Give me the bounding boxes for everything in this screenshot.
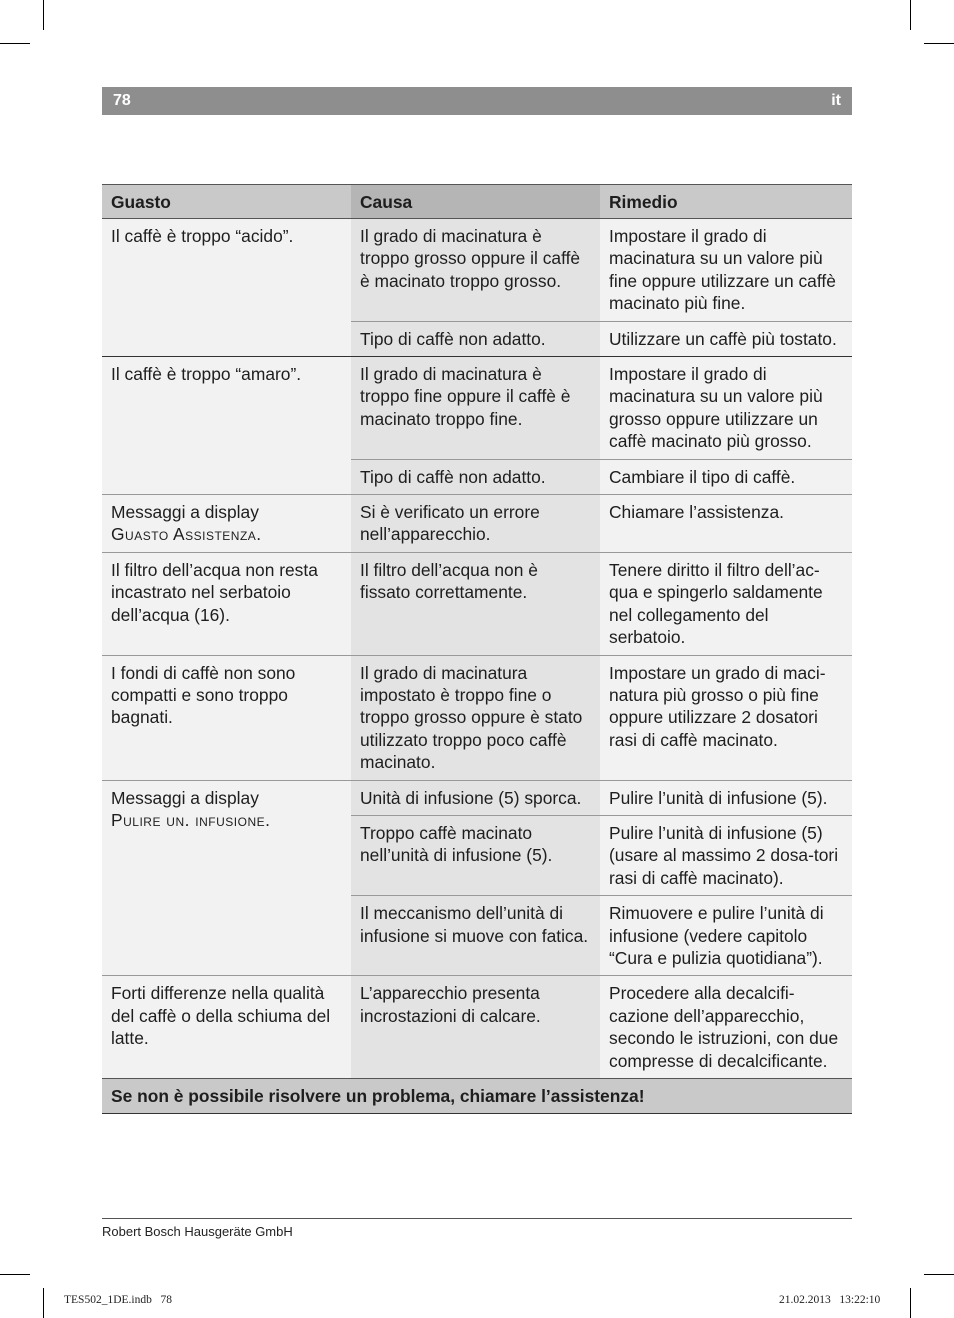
- table-row: [102, 976, 852, 1079]
- crop-mark: [43, 0, 44, 30]
- cause-cell: Il grado di macinatura è troppo fine oppure il caffè è macinato troppo fine.: [351, 357, 600, 460]
- table-row: [102, 780, 852, 815]
- table-row: [102, 357, 852, 460]
- fault-cell: [102, 780, 351, 976]
- fault-cell: Il caffè è troppo “acido”.: [102, 219, 351, 357]
- footer-divider: [102, 1218, 852, 1219]
- cause-cell: L’apparecchio presenta incrostazioni di calcare.: [351, 976, 600, 1079]
- remedy-cell: Chiamare l’assistenza.: [600, 495, 852, 553]
- cause-cell: Tipo di caffè non adatto.: [351, 321, 600, 356]
- remedy-cell: Pulire l’unità di infusione (5) (usare al massimo 2 dosa-tori rasi di caffè macinato).: [600, 815, 852, 895]
- crop-mark: [0, 1274, 30, 1275]
- remedy-cell: Rimuovere e pulire l’unità di infusione (vedere capitolo “Cura e pulizia quotidiana”).: [600, 896, 852, 976]
- fault-text: Messaggi a display: [111, 502, 259, 523]
- cause-cell: Troppo caffè macinato nell’unità di infusione (5).: [351, 815, 600, 895]
- display-message: Guasto Assistenza.: [111, 524, 262, 545]
- language-code: it: [831, 92, 841, 109]
- crop-mark: [910, 0, 911, 30]
- remedy-cell: Utilizzare un caffè più tostato.: [600, 321, 852, 356]
- column-header-cause: Causa: [351, 185, 600, 219]
- cause-cell: Tipo di caffè non adatto.: [351, 459, 600, 494]
- remedy-cell: Impostare il grado di macinatura su un valore più fine oppure utilizzare un caffè macinato più fine.: [600, 219, 852, 322]
- display-message: Pulire un. infusione.: [111, 809, 271, 830]
- fault-text: Messaggi a display: [111, 787, 259, 808]
- table-row: [102, 495, 852, 553]
- fault-cell: [102, 495, 351, 553]
- table-row: [102, 655, 852, 780]
- remedy-cell: Impostare un grado di maci-natura più grosso o più fine oppure utilizzare 2 dosatori rasi di caffè macinato.: [600, 655, 852, 780]
- remedy-cell: Procedere alla decalcifi-cazione dell’apparecchio, secondo le istruzioni, con due compresse di decalcificante.: [600, 976, 852, 1079]
- page-header-bar: [102, 87, 852, 115]
- assistance-note: Se non è possibile risolvere un problema, chiamare l’assistenza!: [102, 1079, 852, 1114]
- fault-cell: Il filtro dell’acqua non resta incastrato nel serbatoio dell’acqua (16).: [102, 552, 351, 655]
- table-row: [102, 219, 852, 322]
- company-name: Robert Bosch Hausgeräte GmbH: [102, 1224, 293, 1239]
- cause-cell: Il grado di macinatura è troppo grosso oppure il caffè è macinato troppo grosso.: [351, 219, 600, 322]
- crop-mark: [924, 1274, 954, 1275]
- crop-mark: [43, 1288, 44, 1318]
- troubleshooting-table: [102, 184, 852, 1114]
- column-header-fault: Guasto: [102, 185, 351, 219]
- print-slug-file: TES502_1DE.indb 78: [64, 1294, 172, 1306]
- page-number: 78: [113, 92, 131, 109]
- fault-cell: Forti differenze nella qualità del caffè o della schiuma del latte.: [102, 976, 351, 1079]
- table-footer-row: [102, 1079, 852, 1114]
- remedy-cell: Pulire l’unità di infusione (5).: [600, 780, 852, 815]
- cause-cell: Unità di infusione (5) sporca.: [351, 780, 600, 815]
- column-header-remedy: Rimedio: [600, 185, 852, 219]
- cause-cell: Il filtro dell’acqua non è fissato correttamente.: [351, 552, 600, 655]
- crop-mark: [0, 43, 30, 44]
- remedy-cell: Impostare il grado di macinatura su un valore più grosso oppure utilizzare un caffè macinato più grosso.: [600, 357, 852, 460]
- print-slug-date: 21.02.2013 13:22:10: [779, 1294, 881, 1306]
- crop-mark: [910, 1288, 911, 1318]
- table-row: [102, 552, 852, 655]
- remedy-cell: Cambiare il tipo di caffè.: [600, 459, 852, 494]
- cause-cell: Il grado di macinatura impostato è troppo fine o troppo grosso oppure è stato utilizzato troppo poco caffè macinato.: [351, 655, 600, 780]
- cause-cell: Il meccanismo dell’unità di infusione si muove con fatica.: [351, 896, 600, 976]
- fault-cell: Il caffè è troppo “amaro”.: [102, 357, 351, 495]
- cause-cell: Si è verificato un errore nell’apparecchio.: [351, 495, 600, 553]
- fault-cell: I fondi di caffè non sono compatti e sono troppo bagnati.: [102, 655, 351, 780]
- remedy-cell: Tenere diritto il filtro dell’ac-qua e spingerlo saldamente nel collegamento del serbatoio.: [600, 552, 852, 655]
- crop-mark: [924, 43, 954, 44]
